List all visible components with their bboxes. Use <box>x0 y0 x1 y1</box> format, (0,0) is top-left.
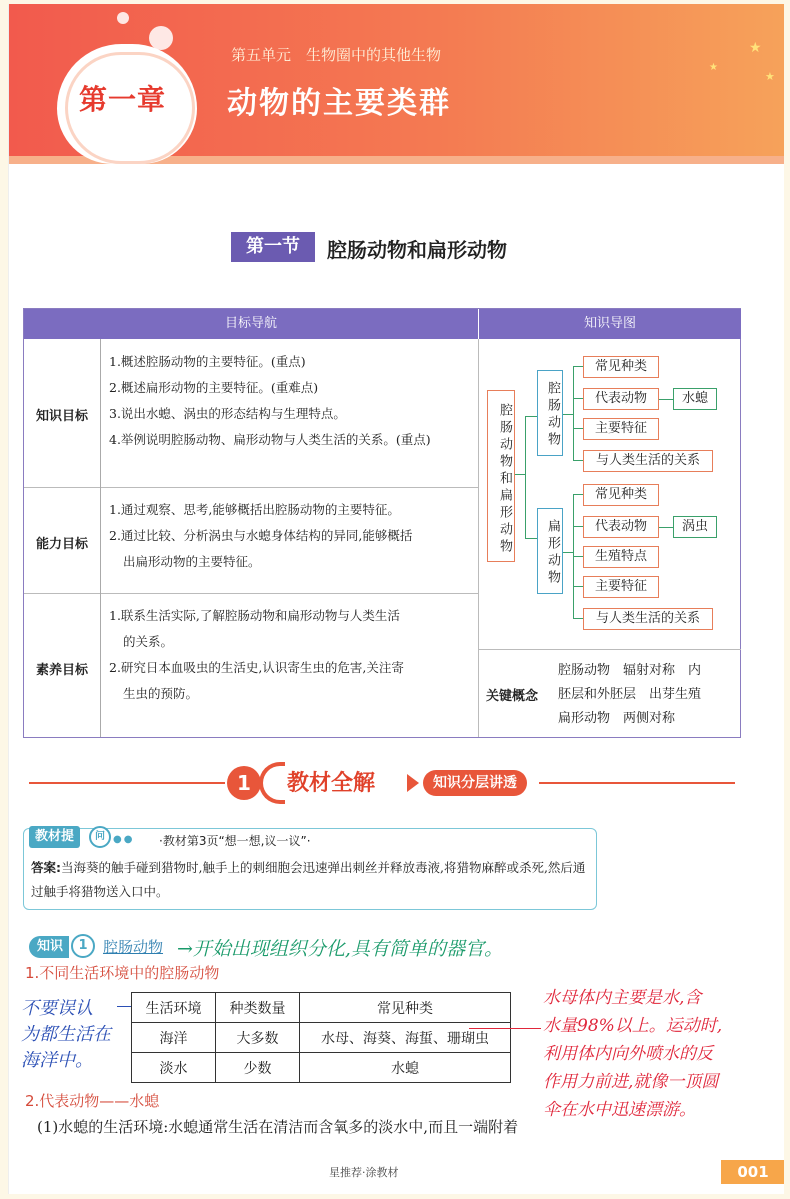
annotation-arrow <box>117 1006 131 1007</box>
table-header: 种类数量 <box>216 993 300 1023</box>
table-cell: 少数 <box>216 1053 300 1083</box>
map-item: 代表动物 <box>583 388 659 410</box>
key-concepts <box>558 659 701 731</box>
goal-item: 2.研究日本血吸虫的生活史,认识寄生虫的危害,关注寄 <box>109 660 404 675</box>
literacy-goals <box>100 593 478 737</box>
question-ref: ·教材第3页“想一想,议一议”· <box>159 834 311 848</box>
ability-goals <box>100 487 478 593</box>
table-row <box>132 1053 511 1083</box>
map-header: 知识导图 <box>478 309 741 339</box>
map-item: 主要特征 <box>583 418 659 440</box>
habitat-table <box>131 992 511 1083</box>
map-item: 常见种类 <box>583 356 659 378</box>
branch-coelenterate: 腔肠动物 <box>537 370 563 456</box>
unit-text: 第五单元 生物圈中的其他生物 <box>231 46 442 64</box>
knowledge-number: 1 <box>71 934 95 958</box>
row-label: 能力目标 <box>35 537 88 552</box>
goal-item: 出扁形动物的主要特征。 <box>123 554 261 569</box>
connector <box>573 460 583 461</box>
chapter-label: 第一章 <box>79 83 167 116</box>
question-answer <box>31 856 591 904</box>
connector <box>573 586 583 587</box>
banner-line <box>539 782 735 784</box>
goal-item: 1.通过观察、思考,能够概括出腔肠动物的主要特征。 <box>109 502 400 517</box>
table-header: 生活环境 <box>132 993 216 1023</box>
connector <box>525 416 526 538</box>
answer-label: 答案: <box>31 860 61 875</box>
star-icon: ★ <box>709 62 718 73</box>
banner-arrow-icon <box>407 774 419 792</box>
map-item: 常见种类 <box>583 484 659 506</box>
banner-bracket <box>259 762 285 804</box>
note-line: 为都生活在 <box>21 1024 111 1045</box>
body-paragraph: (1)水螅的生活环境:水螅通常生活在清洁而含氧多的淡水中,而且一端附着 <box>37 1118 519 1136</box>
table-header: 常见种类 <box>300 993 511 1023</box>
left-note <box>21 996 111 1074</box>
annotation-arrow <box>469 1028 541 1029</box>
sub-heading-1: 1.不同生活环境中的腔肠动物 <box>25 964 220 982</box>
goal-item: 生虫的预防。 <box>123 686 199 701</box>
star-icon: ★ <box>749 40 762 56</box>
map-item: 代表动物 <box>583 516 659 538</box>
note-line: 伞在水中迅速漂游。 <box>543 1100 696 1120</box>
table-row <box>132 1023 511 1053</box>
knowledge-goals <box>100 339 478 487</box>
question-tag: 教材提 <box>29 826 80 848</box>
divider <box>478 649 741 650</box>
footer-brand: 星推荐·涂教材 <box>329 1166 399 1179</box>
table-cell: 淡水 <box>132 1053 216 1083</box>
goal-item: 2.概述扁形动物的主要特征。(重难点) <box>109 380 319 395</box>
connector <box>659 527 673 528</box>
handwritten-note: →开始出现组织分化,具有简单的器官。 <box>177 938 503 960</box>
dots-decoration: ●● <box>113 834 135 845</box>
right-note <box>543 984 783 1124</box>
key-concepts-label: 关键概念 <box>486 689 539 704</box>
map-item: 生殖特点 <box>583 546 659 568</box>
row-label: 素养目标 <box>35 663 88 678</box>
textbook-page <box>8 4 784 1194</box>
table-header-row <box>132 993 511 1023</box>
connector <box>573 428 583 429</box>
connector <box>659 399 673 400</box>
knowledge-title: 腔肠动物 <box>103 938 164 956</box>
connector <box>573 398 583 399</box>
table-cell: 大多数 <box>216 1023 300 1053</box>
connector <box>515 474 525 475</box>
table-cell: 水母、海葵、海蜇、珊瑚虫 <box>300 1023 511 1053</box>
banner-line <box>29 782 225 784</box>
goal-item: 1.联系生活实际,了解腔肠动物和扁形动物与人类生活 <box>109 608 400 623</box>
chapter-title: 动物的主要类群 <box>227 86 451 121</box>
connector <box>573 526 583 527</box>
map-item: 主要特征 <box>583 576 659 598</box>
banner-number: 1 <box>227 766 261 800</box>
note-line: 利用体内向外喷水的反 <box>543 1044 713 1064</box>
goal-item: 的关系。 <box>123 634 174 649</box>
goal-item: 1.概述腔肠动物的主要特征。(重点) <box>109 354 306 369</box>
connector <box>573 494 583 495</box>
sub-heading-2: 2.代表动物——水螅 <box>25 1092 160 1110</box>
nav-header: 目标导航 <box>24 309 478 339</box>
divider <box>478 339 479 737</box>
goal-item: 4.举例说明腔肠动物、扁形动物与人类生活的关系。(重点) <box>109 432 431 447</box>
connector <box>573 366 583 367</box>
section-badge: 第一节 <box>231 232 315 262</box>
note-line: 水母体内主要是水,含 <box>543 988 702 1008</box>
page-number: 001 <box>721 1160 784 1184</box>
map-item: 与人类生活的关系 <box>583 450 713 472</box>
note-line: 水量98%以上。运动时, <box>543 1016 723 1036</box>
connector <box>573 366 574 460</box>
connector <box>563 552 573 553</box>
bubble-decoration <box>117 12 129 24</box>
row-label: 知识目标 <box>35 409 88 424</box>
goal-item: 2.通过比较、分析涡虫与水螅身体结构的异同,能够概括 <box>109 528 413 543</box>
connector <box>573 556 583 557</box>
connector <box>563 414 573 415</box>
note-line: 不要误认 <box>21 998 93 1019</box>
star-icon: ★ <box>765 70 775 83</box>
note-line: 海洋中。 <box>21 1050 93 1071</box>
map-rep-planarian: 涡虫 <box>673 516 717 538</box>
map-item: 与人类生活的关系 <box>583 608 713 630</box>
table-cell: 水螅 <box>300 1053 511 1083</box>
note-line: 作用力前进,就像一顶圆 <box>543 1072 719 1092</box>
connector <box>525 416 537 417</box>
answer-text: 当海葵的触手碰到猎物时,触手上的刺细胞会迅速弹出刺丝并释放毒液,将猎物麻醉或杀死,然后通过触手将猎物送入口中。 <box>31 860 586 899</box>
key-line: 扁形动物 两侧对称 <box>558 711 676 726</box>
knowledge-tag: 知识 <box>29 936 69 958</box>
key-line: 胚层和外胚层 出芽生殖 <box>558 687 702 702</box>
table-cell: 海洋 <box>132 1023 216 1053</box>
connector <box>525 538 537 539</box>
connector <box>573 618 583 619</box>
goal-item: 3.说出水螅、涡虫的形态结构与生理特点。 <box>109 406 346 421</box>
section-title: 腔肠动物和扁形动物 <box>327 238 507 262</box>
banner-title: 教材全解 <box>287 771 376 796</box>
banner-subtitle: 知识分层讲透 <box>423 770 527 796</box>
mindmap-root: 腔肠动物和扁形动物 <box>487 390 515 562</box>
key-line: 腔肠动物 辐射对称 内 <box>558 663 702 678</box>
map-rep-hydra: 水螅 <box>673 388 717 410</box>
branch-flatworm: 扁形动物 <box>537 508 563 594</box>
question-circle: 问 <box>89 826 111 848</box>
